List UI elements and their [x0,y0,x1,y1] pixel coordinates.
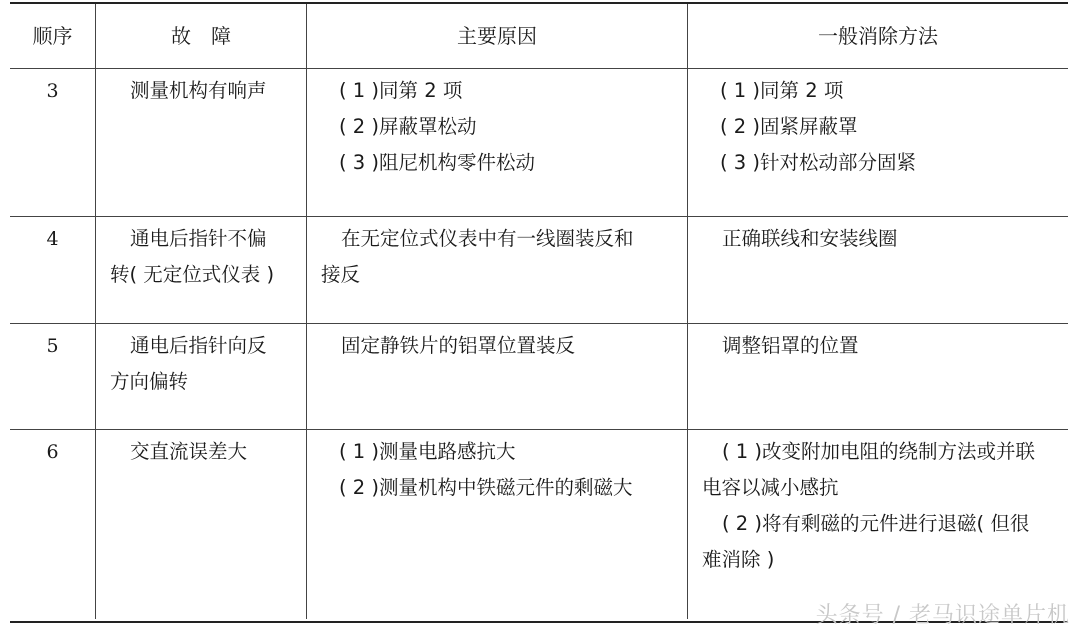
table-header-row [10,4,1068,69]
cause-line: 在无定位式仪表中有一线圈装反和 [341,227,634,250]
row-methods [687,217,1068,323]
table-row [10,430,1068,619]
method-line: 正确联线和安装线圈 [722,227,898,250]
row-causes [306,217,687,323]
method-line: ( 2 )将有剩磁的元件进行退磁( 但很 [722,512,1030,535]
fault-line: 通电后指针向反 [130,334,267,357]
method-line: 电容以减小感抗 [702,476,839,499]
header-cause: 主要原因 [306,4,687,68]
table-row [10,217,1068,324]
method-line: 难消除 ) [702,548,775,571]
watermark-text: 头条号 / 老马识途单片机 [815,603,1070,628]
table-row [10,324,1068,430]
row-causes [306,324,687,429]
cause-line: ( 2 )测量机构中铁磁元件的剩磁大 [339,476,633,499]
header-fault: 故 障 [95,4,306,68]
fault-line: 测量机构有响声 [130,79,267,102]
table-row [10,69,1068,217]
method-line: ( 1 )同第 2 项 [720,79,844,102]
row-fault [95,217,306,323]
fault-line: 交直流误差大 [130,440,248,463]
fault-line: 转( 无定位式仪表 ) [110,263,275,286]
header-method: 一般消除方法 [687,4,1068,68]
fault-line: 方向偏转 [110,370,189,393]
fault-table [10,2,1068,623]
method-line: ( 3 )针对松动部分固紧 [720,151,917,174]
method-line: 调整铝罩的位置 [722,334,859,357]
method-line: ( 1 )改变附加电阻的绕制方法或并联 [722,440,1036,463]
cause-line: ( 3 )阻尼机构零件松动 [339,151,536,174]
cause-line: ( 2 )屏蔽罩松动 [339,115,477,138]
row-fault [95,69,306,216]
row-methods [687,430,1068,619]
cause-line: 固定静铁片的铝罩位置装反 [341,334,576,357]
row-causes [306,430,687,619]
cause-line: ( 1 )同第 2 项 [339,79,463,102]
method-line: ( 2 )固紧屏蔽罩 [720,115,858,138]
row-seq: 5 [46,335,59,357]
cause-line: 接反 [321,263,361,286]
row-seq: 6 [46,441,59,463]
row-methods [687,324,1068,429]
row-seq: 4 [46,228,59,250]
row-seq: 3 [46,80,59,102]
cause-line: ( 1 )测量电路感抗大 [339,440,516,463]
header-seq: 顺序 [32,24,73,48]
row-fault [95,324,306,429]
row-causes [306,69,687,216]
fault-line: 通电后指针不偏 [130,227,267,250]
row-methods [687,69,1068,216]
row-fault [95,430,306,619]
